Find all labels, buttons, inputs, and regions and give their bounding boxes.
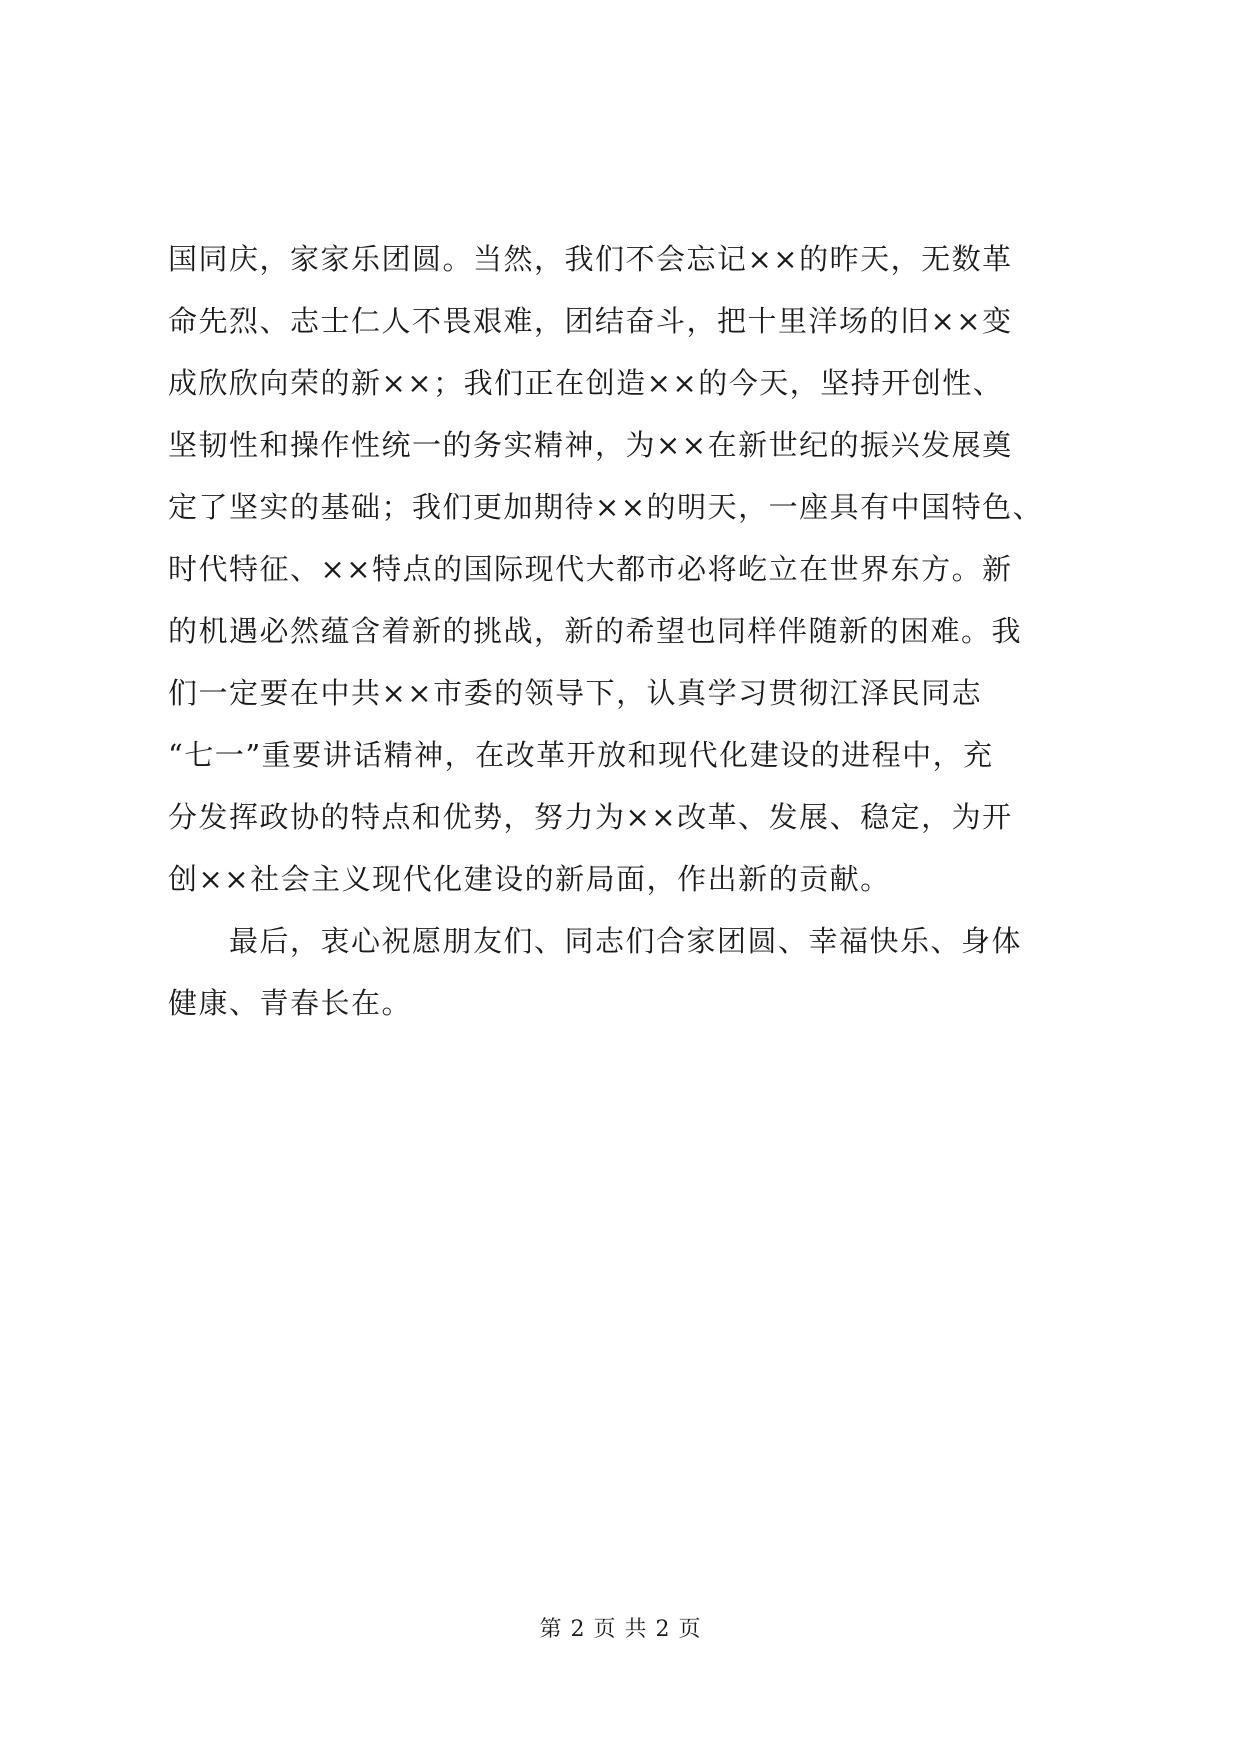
body-line: 健康、青春长在。	[168, 986, 413, 1020]
body-line: 的机遇必然蕴含着新的挑战，新的希望也同样伴随新的困难。我	[168, 614, 1023, 648]
body-line: 命先烈、志士仁人不畏艰难，团结奋斗，把十里洋场的旧××变	[168, 304, 1013, 338]
body-line: 创××社会主义现代化建设的新局面，作出新的贡献。	[168, 862, 891, 896]
body-line: 们一定要在中共××市委的领导下，认真学习贯彻江泽民同志	[168, 676, 983, 710]
body-line: 成欣欣向荣的新××；我们正在创造××的今天，坚持开创性、	[168, 366, 1004, 400]
body-line: 分发挥政协的特点和优势，努力为××改革、发展、稳定，为开	[168, 800, 1013, 834]
body-line: 定了坚实的基础；我们更加期待××的明天，一座具有中国特色、	[168, 490, 1044, 524]
body-line: “七一”重要讲话精神，在改革开放和现代化建设的进程中，充	[168, 738, 994, 772]
page-number-footer: 第 2 页 共 2 页	[539, 1617, 702, 1642]
body-line: 国同庆，家家乐团圆。当然，我们不会忘记××的昨天，无数革	[168, 242, 1013, 276]
body-line: 最后，衷心祝愿朋友们、同志们合家团圆、幸福快乐、身体	[168, 924, 1023, 958]
document-body	[168, 228, 1083, 1034]
body-line: 时代特征、××特点的国际现代大都市必将屹立在世界东方。新	[168, 552, 1013, 586]
body-line: 坚韧性和操作性统一的务实精神，为××在新世纪的振兴发展奠	[168, 428, 1013, 462]
